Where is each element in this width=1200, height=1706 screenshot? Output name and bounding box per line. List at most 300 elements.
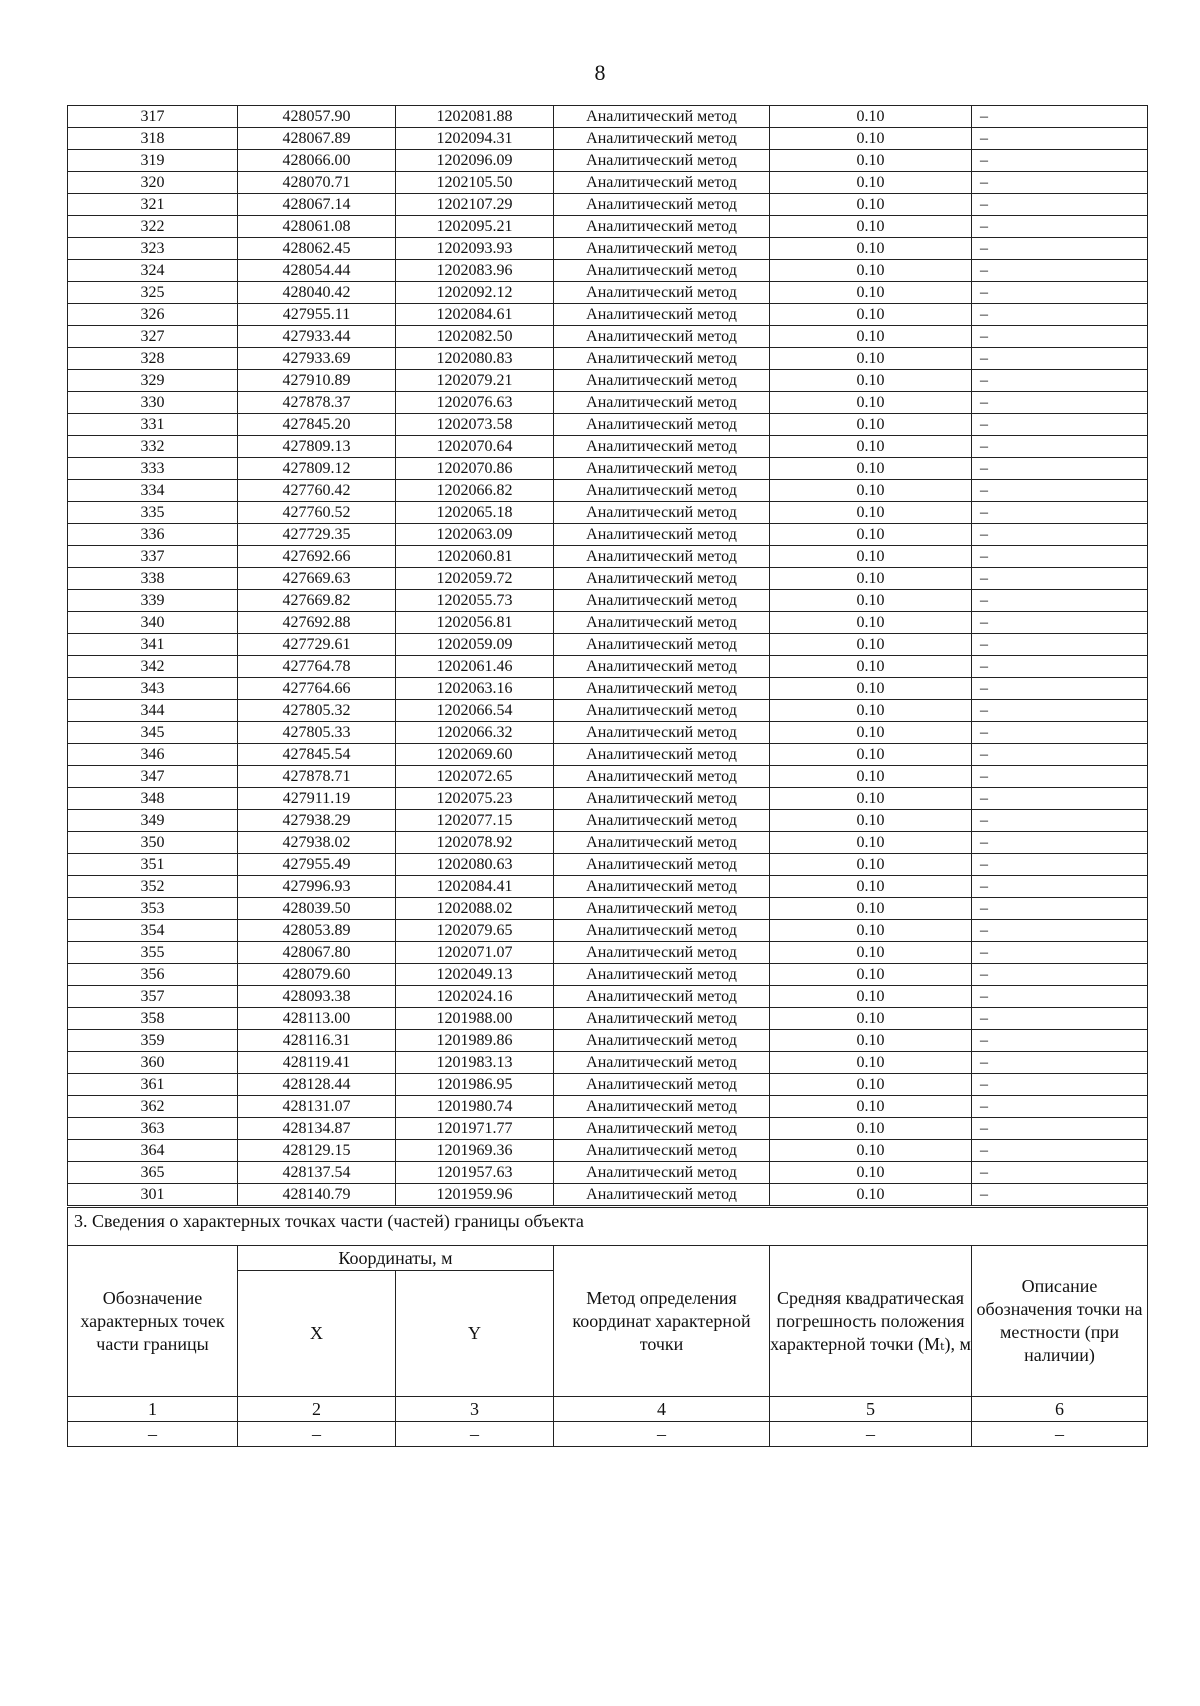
table-row <box>68 744 1148 766</box>
method-cell: Аналитический метод <box>554 238 770 260</box>
x-coordinate-cell: 428054.44 <box>238 260 396 282</box>
x-coordinate-cell: 427669.63 <box>238 568 396 590</box>
y-coordinate-cell: 1202065.18 <box>396 502 554 524</box>
header-mean-square-error: Средняя квадратическая погрешность положения характерной точки (Mₜ), м <box>770 1246 972 1397</box>
method-cell: Аналитический метод <box>554 612 770 634</box>
x-coordinate-cell: 427805.32 <box>238 700 396 722</box>
method-cell: Аналитический метод <box>554 964 770 986</box>
table-row <box>68 282 1148 304</box>
table-row <box>68 788 1148 810</box>
point-number-cell: 321 <box>68 194 238 216</box>
description-cell: – <box>972 216 1148 238</box>
method-cell: Аналитический метод <box>554 766 770 788</box>
method-cell: Аналитический метод <box>554 788 770 810</box>
table-row <box>68 568 1148 590</box>
x-coordinate-cell: 428070.71 <box>238 172 396 194</box>
x-coordinate-cell: 427805.33 <box>238 722 396 744</box>
table-row <box>68 898 1148 920</box>
table-row <box>68 304 1148 326</box>
x-coordinate-cell: 427809.12 <box>238 458 396 480</box>
y-coordinate-cell: 1201957.63 <box>396 1162 554 1184</box>
table-row <box>68 260 1148 282</box>
error-cell: 0.10 <box>770 348 972 370</box>
x-coordinate-cell: 428140.79 <box>238 1184 396 1206</box>
table-row <box>68 766 1148 788</box>
y-coordinate-cell: 1202081.88 <box>396 106 554 128</box>
error-cell: 0.10 <box>770 238 972 260</box>
description-cell: – <box>972 612 1148 634</box>
y-coordinate-cell: 1202069.60 <box>396 744 554 766</box>
table-row <box>68 1162 1148 1184</box>
y-coordinate-cell: 1202082.50 <box>396 326 554 348</box>
error-cell: 0.10 <box>770 1162 972 1184</box>
table-row <box>68 986 1148 1008</box>
column-numbers-row <box>68 1397 1148 1422</box>
table-row <box>68 502 1148 524</box>
y-coordinate-cell: 1202083.96 <box>396 260 554 282</box>
y-coordinate-cell: 1201988.00 <box>396 1008 554 1030</box>
method-cell: Аналитический метод <box>554 282 770 304</box>
description-cell: – <box>972 150 1148 172</box>
y-coordinate-cell: 1202080.83 <box>396 348 554 370</box>
point-number-cell: 318 <box>68 128 238 150</box>
y-coordinate-cell: 1202107.29 <box>396 194 554 216</box>
method-cell: Аналитический метод <box>554 744 770 766</box>
y-coordinate-cell: 1202063.16 <box>396 678 554 700</box>
error-cell: 0.10 <box>770 1074 972 1096</box>
table-row <box>68 722 1148 744</box>
empty-cell: – <box>68 1422 238 1447</box>
table-row <box>68 1074 1148 1096</box>
point-number-cell: 320 <box>68 172 238 194</box>
empty-cell: – <box>396 1422 554 1447</box>
y-coordinate-cell: 1201971.77 <box>396 1118 554 1140</box>
point-number-cell: 334 <box>68 480 238 502</box>
table-row <box>68 1184 1148 1206</box>
table-row <box>68 942 1148 964</box>
point-number-cell: 348 <box>68 788 238 810</box>
point-number-cell: 345 <box>68 722 238 744</box>
table-row <box>68 832 1148 854</box>
table-row <box>68 392 1148 414</box>
error-cell: 0.10 <box>770 106 972 128</box>
y-coordinate-cell: 1202075.23 <box>396 788 554 810</box>
column-number: 1 <box>68 1397 238 1422</box>
method-cell: Аналитический метод <box>554 986 770 1008</box>
method-cell: Аналитический метод <box>554 172 770 194</box>
y-coordinate-cell: 1202066.54 <box>396 700 554 722</box>
method-cell: Аналитический метод <box>554 722 770 744</box>
y-coordinate-cell: 1202024.16 <box>396 986 554 1008</box>
x-coordinate-cell: 427933.44 <box>238 326 396 348</box>
empty-data-row <box>68 1422 1148 1447</box>
method-cell: Аналитический метод <box>554 524 770 546</box>
description-cell: – <box>972 634 1148 656</box>
point-number-cell: 319 <box>68 150 238 172</box>
x-coordinate-cell: 428137.54 <box>238 1162 396 1184</box>
point-number-cell: 337 <box>68 546 238 568</box>
method-cell: Аналитический метод <box>554 546 770 568</box>
method-cell: Аналитический метод <box>554 700 770 722</box>
point-number-cell: 352 <box>68 876 238 898</box>
description-cell: – <box>972 194 1148 216</box>
y-coordinate-cell: 1202070.86 <box>396 458 554 480</box>
table-row <box>68 700 1148 722</box>
description-cell: – <box>972 1184 1148 1206</box>
column-number: 2 <box>238 1397 396 1422</box>
point-number-cell: 353 <box>68 898 238 920</box>
header-y: Y <box>396 1271 554 1397</box>
method-cell: Аналитический метод <box>554 1140 770 1162</box>
error-cell: 0.10 <box>770 1184 972 1206</box>
error-cell: 0.10 <box>770 480 972 502</box>
y-coordinate-cell: 1202077.15 <box>396 810 554 832</box>
method-cell: Аналитический метод <box>554 1008 770 1030</box>
method-cell: Аналитический метод <box>554 194 770 216</box>
error-cell: 0.10 <box>770 458 972 480</box>
table-row <box>68 546 1148 568</box>
error-cell: 0.10 <box>770 678 972 700</box>
table-row <box>68 810 1148 832</box>
error-cell: 0.10 <box>770 700 972 722</box>
description-cell: – <box>972 348 1148 370</box>
error-cell: 0.10 <box>770 920 972 942</box>
table-row <box>68 106 1148 128</box>
x-coordinate-cell: 428062.45 <box>238 238 396 260</box>
description-cell: – <box>972 326 1148 348</box>
y-coordinate-cell: 1202094.31 <box>396 128 554 150</box>
x-coordinate-cell: 428113.00 <box>238 1008 396 1030</box>
y-coordinate-cell: 1202066.32 <box>396 722 554 744</box>
method-cell: Аналитический метод <box>554 260 770 282</box>
column-number: 6 <box>972 1397 1148 1422</box>
coordinates-table-body <box>68 106 1148 1206</box>
x-coordinate-cell: 427669.82 <box>238 590 396 612</box>
x-coordinate-cell: 428053.89 <box>238 920 396 942</box>
description-cell: – <box>972 260 1148 282</box>
table-row <box>68 1052 1148 1074</box>
header-method: Метод определения координат характерной точки <box>554 1246 770 1397</box>
method-cell: Аналитический метод <box>554 876 770 898</box>
error-cell: 0.10 <box>770 370 972 392</box>
method-cell: Аналитический метод <box>554 502 770 524</box>
table-row <box>68 1030 1148 1052</box>
y-coordinate-cell: 1202084.41 <box>396 876 554 898</box>
header-x: X <box>238 1271 396 1397</box>
x-coordinate-cell: 427955.11 <box>238 304 396 326</box>
error-cell: 0.10 <box>770 216 972 238</box>
table-row <box>68 414 1148 436</box>
method-cell: Аналитический метод <box>554 414 770 436</box>
empty-cell: – <box>238 1422 396 1447</box>
description-cell: – <box>972 854 1148 876</box>
error-cell: 0.10 <box>770 722 972 744</box>
x-coordinate-cell: 428128.44 <box>238 1074 396 1096</box>
error-cell: 0.10 <box>770 150 972 172</box>
table-row <box>68 480 1148 502</box>
point-number-cell: 329 <box>68 370 238 392</box>
y-coordinate-cell: 1201989.86 <box>396 1030 554 1052</box>
y-coordinate-cell: 1201986.95 <box>396 1074 554 1096</box>
method-cell: Аналитический метод <box>554 920 770 942</box>
y-coordinate-cell: 1202076.63 <box>396 392 554 414</box>
page-number: 8 <box>594 60 606 85</box>
error-cell: 0.10 <box>770 392 972 414</box>
point-number-cell: 336 <box>68 524 238 546</box>
description-cell: – <box>972 546 1148 568</box>
description-cell: – <box>972 370 1148 392</box>
error-cell: 0.10 <box>770 744 972 766</box>
point-number-cell: 351 <box>68 854 238 876</box>
point-number-cell: 362 <box>68 1096 238 1118</box>
method-cell: Аналитический метод <box>554 1052 770 1074</box>
error-cell: 0.10 <box>770 854 972 876</box>
x-coordinate-cell: 428039.50 <box>238 898 396 920</box>
error-cell: 0.10 <box>770 128 972 150</box>
point-number-cell: 325 <box>68 282 238 304</box>
y-coordinate-cell: 1202093.93 <box>396 238 554 260</box>
x-coordinate-cell: 427955.49 <box>238 854 396 876</box>
y-coordinate-cell: 1202084.61 <box>396 304 554 326</box>
description-cell: – <box>972 700 1148 722</box>
point-number-cell: 346 <box>68 744 238 766</box>
method-cell: Аналитический метод <box>554 634 770 656</box>
y-coordinate-cell: 1201980.74 <box>396 1096 554 1118</box>
description-cell: – <box>972 1052 1148 1074</box>
table-row <box>68 612 1148 634</box>
x-coordinate-cell: 428061.08 <box>238 216 396 238</box>
table-row <box>68 920 1148 942</box>
method-cell: Аналитический метод <box>554 150 770 172</box>
header-description: Описание обозначения точки на местности (при наличии) <box>972 1246 1148 1397</box>
error-cell: 0.10 <box>770 436 972 458</box>
table-row <box>68 854 1148 876</box>
method-cell: Аналитический метод <box>554 326 770 348</box>
x-coordinate-cell: 428131.07 <box>238 1096 396 1118</box>
error-cell: 0.10 <box>770 326 972 348</box>
point-number-cell: 344 <box>68 700 238 722</box>
point-number-cell: 349 <box>68 810 238 832</box>
description-cell: – <box>972 436 1148 458</box>
table-row <box>68 1118 1148 1140</box>
method-cell: Аналитический метод <box>554 1184 770 1206</box>
error-cell: 0.10 <box>770 766 972 788</box>
method-cell: Аналитический метод <box>554 1096 770 1118</box>
error-cell: 0.10 <box>770 502 972 524</box>
description-cell: – <box>972 744 1148 766</box>
y-coordinate-cell: 1202059.72 <box>396 568 554 590</box>
description-cell: – <box>972 392 1148 414</box>
table-row <box>68 1140 1148 1162</box>
error-cell: 0.10 <box>770 1118 972 1140</box>
point-number-cell: 339 <box>68 590 238 612</box>
x-coordinate-cell: 427845.54 <box>238 744 396 766</box>
method-cell: Аналитический метод <box>554 678 770 700</box>
error-cell: 0.10 <box>770 634 972 656</box>
y-coordinate-cell: 1202061.46 <box>396 656 554 678</box>
table-row <box>68 1096 1148 1118</box>
table-row <box>68 216 1148 238</box>
method-cell: Аналитический метод <box>554 942 770 964</box>
error-cell: 0.10 <box>770 282 972 304</box>
point-number-cell: 357 <box>68 986 238 1008</box>
y-coordinate-cell: 1201983.13 <box>396 1052 554 1074</box>
description-cell: – <box>972 678 1148 700</box>
point-number-cell: 331 <box>68 414 238 436</box>
description-cell: – <box>972 106 1148 128</box>
description-cell: – <box>972 656 1148 678</box>
table-row <box>68 128 1148 150</box>
error-cell: 0.10 <box>770 590 972 612</box>
description-cell: – <box>972 414 1148 436</box>
y-coordinate-cell: 1202055.73 <box>396 590 554 612</box>
point-number-cell: 358 <box>68 1008 238 1030</box>
empty-cell: – <box>770 1422 972 1447</box>
method-cell: Аналитический метод <box>554 810 770 832</box>
description-cell: – <box>972 766 1148 788</box>
point-number-cell: 347 <box>68 766 238 788</box>
point-number-cell: 322 <box>68 216 238 238</box>
error-cell: 0.10 <box>770 414 972 436</box>
point-number-cell: 359 <box>68 1030 238 1052</box>
description-cell: – <box>972 458 1148 480</box>
point-number-cell: 328 <box>68 348 238 370</box>
table-row <box>68 678 1148 700</box>
point-number-cell: 341 <box>68 634 238 656</box>
error-cell: 0.10 <box>770 546 972 568</box>
y-coordinate-cell: 1202073.58 <box>396 414 554 436</box>
point-number-cell: 301 <box>68 1184 238 1206</box>
description-cell: – <box>972 304 1148 326</box>
y-coordinate-cell: 1202092.12 <box>396 282 554 304</box>
point-number-cell: 342 <box>68 656 238 678</box>
description-cell: – <box>972 920 1148 942</box>
y-coordinate-cell: 1202088.02 <box>396 898 554 920</box>
point-number-cell: 356 <box>68 964 238 986</box>
error-cell: 0.10 <box>770 568 972 590</box>
description-cell: – <box>972 172 1148 194</box>
description-cell: – <box>972 1096 1148 1118</box>
table-row <box>68 1008 1148 1030</box>
error-cell: 0.10 <box>770 832 972 854</box>
description-cell: – <box>972 480 1148 502</box>
description-cell: – <box>972 282 1148 304</box>
y-coordinate-cell: 1202049.13 <box>396 964 554 986</box>
method-cell: Аналитический метод <box>554 854 770 876</box>
y-coordinate-cell: 1202078.92 <box>396 832 554 854</box>
description-cell: – <box>972 1140 1148 1162</box>
empty-cell: – <box>972 1422 1148 1447</box>
point-number-cell: 327 <box>68 326 238 348</box>
description-cell: – <box>972 810 1148 832</box>
coordinates-table <box>67 105 1148 1206</box>
method-cell: Аналитический метод <box>554 1162 770 1184</box>
y-coordinate-cell: 1202080.63 <box>396 854 554 876</box>
x-coordinate-cell: 427760.52 <box>238 502 396 524</box>
point-number-cell: 323 <box>68 238 238 260</box>
y-coordinate-cell: 1202096.09 <box>396 150 554 172</box>
error-cell: 0.10 <box>770 612 972 634</box>
method-cell: Аналитический метод <box>554 106 770 128</box>
x-coordinate-cell: 427729.61 <box>238 634 396 656</box>
x-coordinate-cell: 428119.41 <box>238 1052 396 1074</box>
error-cell: 0.10 <box>770 1140 972 1162</box>
header-coordinates: Координаты, м <box>238 1246 554 1271</box>
error-cell: 0.10 <box>770 194 972 216</box>
method-cell: Аналитический метод <box>554 590 770 612</box>
x-coordinate-cell: 427692.66 <box>238 546 396 568</box>
method-cell: Аналитический метод <box>554 370 770 392</box>
description-cell: – <box>972 788 1148 810</box>
x-coordinate-cell: 427809.13 <box>238 436 396 458</box>
table-row <box>68 634 1148 656</box>
error-cell: 0.10 <box>770 942 972 964</box>
y-coordinate-cell: 1202071.07 <box>396 942 554 964</box>
point-number-cell: 343 <box>68 678 238 700</box>
section3-title: 3. Сведения о характерных точках части (частей) границы объекта <box>68 1208 1148 1246</box>
description-cell: – <box>972 876 1148 898</box>
method-cell: Аналитический метод <box>554 304 770 326</box>
y-coordinate-cell: 1202079.21 <box>396 370 554 392</box>
description-cell: – <box>972 590 1148 612</box>
table-row <box>68 876 1148 898</box>
error-cell: 0.10 <box>770 964 972 986</box>
y-coordinate-cell: 1202056.81 <box>396 612 554 634</box>
point-number-cell: 326 <box>68 304 238 326</box>
method-cell: Аналитический метод <box>554 458 770 480</box>
method-cell: Аналитический метод <box>554 898 770 920</box>
x-coordinate-cell: 427878.71 <box>238 766 396 788</box>
x-coordinate-cell: 428066.00 <box>238 150 396 172</box>
method-cell: Аналитический метод <box>554 568 770 590</box>
x-coordinate-cell: 427910.89 <box>238 370 396 392</box>
y-coordinate-cell: 1202059.09 <box>396 634 554 656</box>
x-coordinate-cell: 428067.80 <box>238 942 396 964</box>
y-coordinate-cell: 1201969.36 <box>396 1140 554 1162</box>
description-cell: – <box>972 722 1148 744</box>
error-cell: 0.10 <box>770 172 972 194</box>
method-cell: Аналитический метод <box>554 128 770 150</box>
description-cell: – <box>972 942 1148 964</box>
x-coordinate-cell: 428134.87 <box>238 1118 396 1140</box>
x-coordinate-cell: 427938.29 <box>238 810 396 832</box>
point-number-cell: 338 <box>68 568 238 590</box>
error-cell: 0.10 <box>770 304 972 326</box>
description-cell: – <box>972 964 1148 986</box>
description-cell: – <box>972 832 1148 854</box>
table-row <box>68 590 1148 612</box>
error-cell: 0.10 <box>770 260 972 282</box>
section3-table <box>67 1207 1148 1447</box>
column-number: 3 <box>396 1397 554 1422</box>
error-cell: 0.10 <box>770 1096 972 1118</box>
table-row <box>68 326 1148 348</box>
point-number-cell: 360 <box>68 1052 238 1074</box>
header-point-designation: Обозначение характерных точек части границы <box>68 1246 238 1397</box>
error-cell: 0.10 <box>770 524 972 546</box>
point-number-cell: 365 <box>68 1162 238 1184</box>
method-cell: Аналитический метод <box>554 656 770 678</box>
description-cell: – <box>972 1030 1148 1052</box>
table-row <box>68 656 1148 678</box>
description-cell: – <box>972 986 1148 1008</box>
point-number-cell: 355 <box>68 942 238 964</box>
x-coordinate-cell: 427938.02 <box>238 832 396 854</box>
error-cell: 0.10 <box>770 1008 972 1030</box>
x-coordinate-cell: 427996.93 <box>238 876 396 898</box>
x-coordinate-cell: 428057.90 <box>238 106 396 128</box>
error-cell: 0.10 <box>770 876 972 898</box>
